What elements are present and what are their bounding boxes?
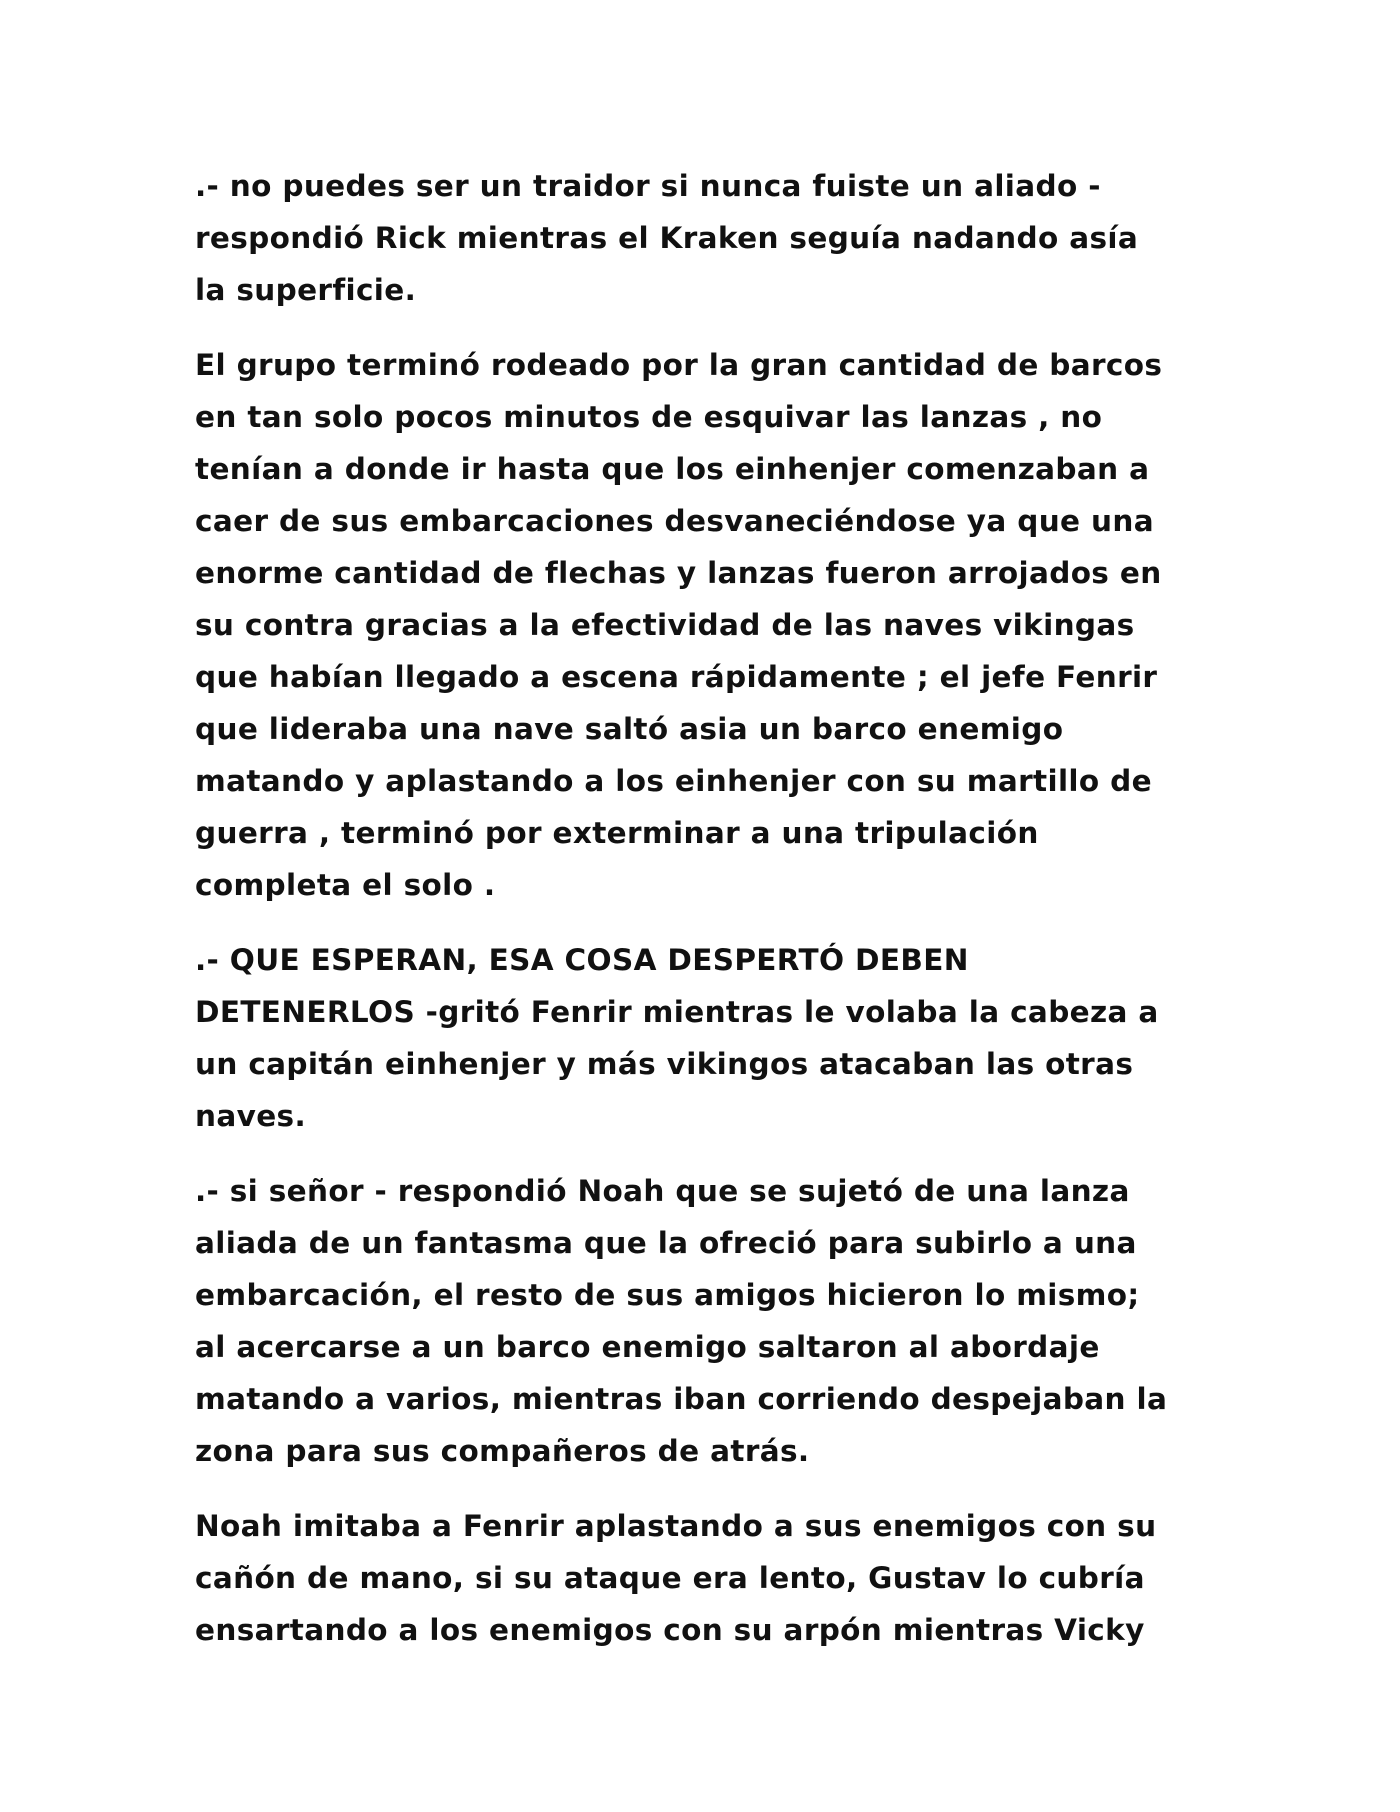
text-line: al acercarse a un barco enemigo saltaron al abordaje	[195, 1330, 1100, 1364]
text-line: respondió Rick mientras el Kraken seguía nadando asía	[195, 221, 1139, 255]
paragraph-2	[195, 339, 1225, 911]
text-line: cañón de mano, si su ataque era lento, Gustav lo cubría	[195, 1561, 1145, 1595]
text-line: tenían a donde ir hasta que los einhenjer comenzaban a	[195, 452, 1150, 486]
text-line: matando y aplastando a los einhenjer con su martillo de	[195, 764, 1152, 798]
paragraph-1	[195, 160, 1225, 316]
text-line: .- si señor - respondió Noah que se sujetó de una lanza	[195, 1174, 1130, 1208]
text-line: la superficie.	[195, 273, 417, 307]
text-line: guerra , terminó por exterminar a una tripulación	[195, 816, 1039, 850]
text-line: aliada de un fantasma que la ofreció para subirlo a una	[195, 1226, 1137, 1260]
paragraph-5	[195, 1500, 1225, 1656]
text-line: embarcación, el resto de sus amigos hicieron lo mismo;	[195, 1278, 1140, 1312]
text-line: .- no puedes ser un traidor si nunca fuiste un aliado -	[195, 169, 1101, 203]
text-line: ensartando a los enemigos con su arpón mientras Vicky	[195, 1613, 1145, 1647]
text-line: naves.	[195, 1099, 307, 1133]
text-line: enorme cantidad de flechas y lanzas fueron arrojados en	[195, 556, 1162, 590]
text-line: DETENERLOS -gritó Fenrir mientras le volaba la cabeza a	[195, 995, 1159, 1029]
text-line: que habían llegado a escena rápidamente ; el jefe Fenrir	[195, 660, 1158, 694]
text-line: matando a varios, mientras iban corriendo despejaban la	[195, 1382, 1168, 1416]
text-line: un capitán einhenjer y más vikingos atacaban las otras	[195, 1047, 1134, 1081]
text-line: Noah imitaba a Fenrir aplastando a sus enemigos con su	[195, 1509, 1157, 1543]
text-line: su contra gracias a la efectividad de las naves vikingas	[195, 608, 1135, 642]
text-line: .- QUE ESPERAN, ESA COSA DESPERTÓ DEBEN	[195, 943, 969, 977]
paragraph-4	[195, 1165, 1225, 1477]
text-line: zona para sus compañeros de atrás.	[195, 1434, 810, 1468]
text-line: caer de sus embarcaciones desvaneciéndose ya que una	[195, 504, 1154, 538]
text-line: que lideraba una nave saltó asia un barco enemigo	[195, 712, 1064, 746]
text-line: El grupo terminó rodeado por la gran cantidad de barcos	[195, 348, 1163, 382]
paragraph-3	[195, 934, 1225, 1142]
document-body	[195, 160, 1225, 1679]
text-line: completa el solo .	[195, 868, 496, 902]
text-line: en tan solo pocos minutos de esquivar las lanzas , no	[195, 400, 1103, 434]
